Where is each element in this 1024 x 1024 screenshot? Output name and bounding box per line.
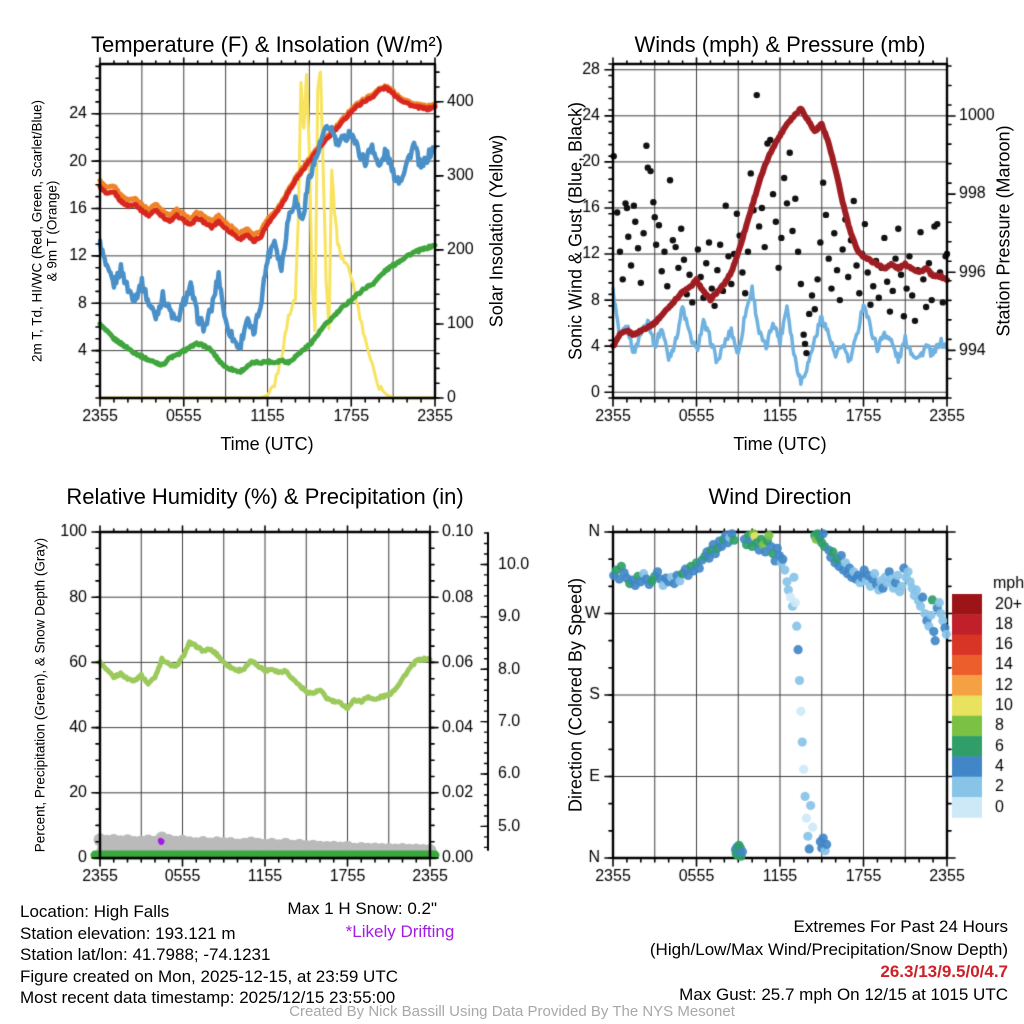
ylabel-percent-precip-snow: Percent, Precipitation (Green), & Snow Depth (Gray): [32, 537, 48, 853]
ylabel-temp-left-line2: & 9m T (Orange): [44, 180, 60, 282]
title-humidity-precipitation: Relative Humidity (%) & Precipitation (in): [66, 484, 464, 509]
xlabel-time-utc-left: Time (UTC): [220, 434, 314, 454]
title-winds-pressure: Winds (mph) & Pressure (mb): [634, 32, 926, 57]
extremes-values: 26.3/13/9.5/0/4.7: [880, 962, 1008, 981]
station-elevation: Station elevation: 193.121 m: [20, 923, 236, 943]
ylabel-sonic-wind-gust: Sonic Wind & Gust (Blue, Black): [565, 101, 586, 361]
extremes-title: Extremes For Past 24 Hours: [793, 917, 1008, 936]
max-gust: Max Gust: 25.7 mph On 12/15 at 1015 UTC: [679, 984, 1008, 1004]
title-wind-direction: Wind Direction: [708, 484, 852, 509]
data-timestamp: Most recent data timestamp: 2025/12/15 23:55:00: [20, 988, 396, 1007]
extremes-block: [650, 916, 1008, 1006]
likely-drifting-note: *Likely Drifting: [345, 922, 455, 941]
xlabel-time-utc-right: Time (UTC): [733, 434, 827, 454]
credit-line: Created By Nick Bassill Using Data Provided By The NYS Mesonet: [289, 1003, 735, 1020]
ylabel-direction-by-speed: Direction (Colored By Speed): [565, 577, 586, 813]
ylabel-station-pressure: Station Pressure (Maroon): [993, 125, 1014, 337]
station-location: Location: High Falls: [20, 902, 170, 921]
ylabel-temp-left-line1: 2m T, Td, HI/WC (Red, Green, Scarlet/Blue): [29, 99, 45, 363]
extremes-subtitle: (High/Low/Max Wind/Precipitation/Snow Depth): [649, 939, 1008, 959]
station-latlon: Station lat/lon: 41.7988; -74.1231: [20, 945, 271, 964]
max-1h-snow: Max 1 H Snow: 0.2": [287, 899, 437, 918]
figure-created: Figure created on Mon, 2025-12-15, at 23:59 UTC: [20, 966, 398, 986]
title-temperature-insolation: Temperature (F) & Insolation (W/m²): [90, 32, 444, 57]
ylabel-solar-insolation: Solar Insolation (Yellow): [486, 134, 507, 328]
